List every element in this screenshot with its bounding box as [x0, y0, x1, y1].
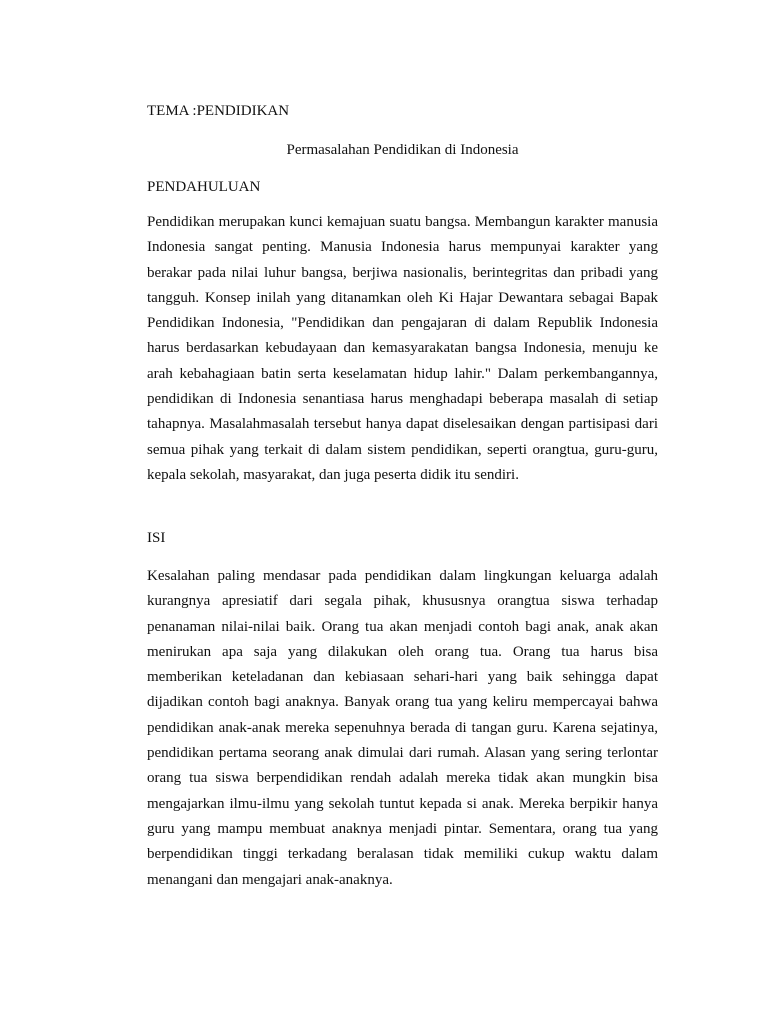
section-heading-pendahuluan: PENDAHULUAN	[147, 179, 261, 195]
section-heading-isi: ISI	[147, 530, 166, 546]
document-theme: TEMA :PENDIDIKAN	[147, 103, 290, 119]
section-paragraph-isi: Kesalahan paling mendasar pada pendidikan dalam lingkungan keluarga adalah kurangnya apresiatif dari segala pihak, khususnya orangtua siswa terhadap penanaman nilai-nilai baik. Orang tua akan menjadi contoh bagi anak, anak akan menirukan apa saja yang dilakukan oleh orang tua. Orang tua harus bisa memberikan keteladanan dan kebiasaan sehari-hari yang baik sehingga dapat dijadikan contoh bagi anaknya. Banyak orang tua yang keliru mempercayai bahwa pendidikan anak-anak mereka sepenuhnya berada di tangan guru. Karena sejatinya, pendidikan pertama seorang anak dimulai dari rumah. Alasan yang sering terlontar orang tua siswa berpendidikan rendah adalah mereka tidak akan mungkin bisa mengajarkan ilmu-ilmu yang sekolah tuntut kepada si anak. Mereka berpikir hanya guru yang mampu membuat anaknya menjadi pintar. Sementara, orang tua yang berpendidikan tinggi terkadang beralasan tidak memiliki cukup waktu dalam menangani dan mengajari anak-anaknya.	[147, 568, 658, 888]
section-paragraph-pendahuluan: Pendidikan merupakan kunci kemajuan suatu bangsa. Membangun karakter manusia Indonesia sangat penting. Manusia Indonesia harus mempunyai karakter yang berakar pada nilai luhur bangsa, berjiwa nasionalis, berintegritas dan pribadi yang tangguh. Konsep inilah yang ditanamkan oleh Ki Hajar Dewantara sebagai Bapak Pendidikan Indonesia, "Pendidikan dan pengajaran di dalam Republik Indonesia harus berdasarkan kebudayaan dan kemasyarakatan bangsa Indonesia, menuju ke arah kebahagiaan batin serta keselamatan hidup lahir." Dalam perkembangannya, pendidikan di Indonesia senantiasa harus menghadapi beberapa masalah di setiap tahapnya. Masalahmasalah tersebut hanya dapat diselesaikan dengan partisipasi dari semua pihak yang terkait di dalam sistem pendidikan, seperti orangtua, guru-guru, kepala sekolah, masyarakat, dan juga peserta didik itu sendiri.	[147, 214, 658, 483]
document-title: Permasalahan Pendidikan di Indonesia	[286, 142, 519, 158]
